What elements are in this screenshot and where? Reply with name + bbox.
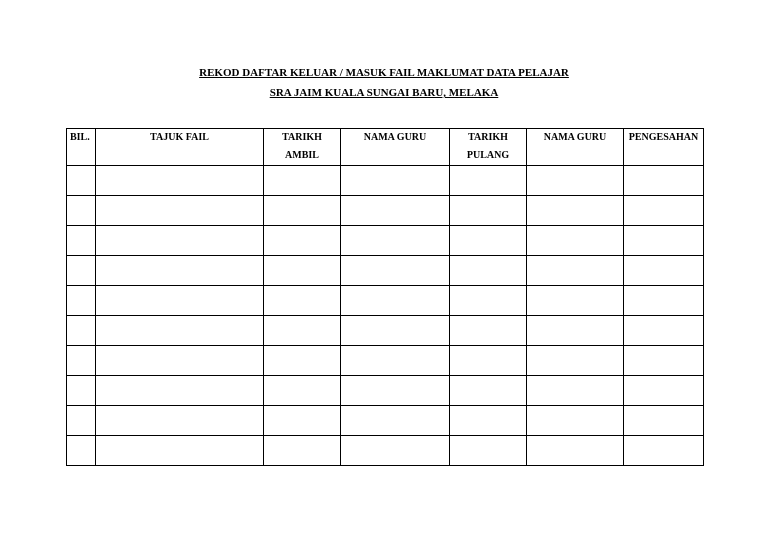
- table-cell: [624, 226, 704, 256]
- header-tajuk-fail: [96, 129, 264, 166]
- table-cell: [341, 436, 450, 466]
- table-cell: [450, 286, 527, 316]
- table-row: [67, 256, 704, 286]
- table-cell: [624, 376, 704, 406]
- table-cell: [96, 256, 264, 286]
- table-row: [67, 406, 704, 436]
- table-cell: [341, 376, 450, 406]
- header-pengesahan: [624, 129, 704, 166]
- table-cell: [527, 406, 624, 436]
- table-cell: [527, 376, 624, 406]
- table-cell: [67, 346, 96, 376]
- header-nama-guru-1: [341, 129, 450, 166]
- table-cell: [527, 226, 624, 256]
- table-cell: [450, 226, 527, 256]
- table-row: [67, 376, 704, 406]
- table-row: [67, 436, 704, 466]
- table-cell: [624, 436, 704, 466]
- table-cell: [96, 316, 264, 346]
- table-cell: [264, 346, 341, 376]
- table-cell: [341, 346, 450, 376]
- table-cell: [527, 166, 624, 196]
- table-cell: [624, 256, 704, 286]
- table-cell: [96, 436, 264, 466]
- table-body: [67, 166, 704, 466]
- table-cell: [624, 286, 704, 316]
- table-cell: [450, 346, 527, 376]
- table-cell: [264, 196, 341, 226]
- header-tarikh-ambil-label-1: TARIKH: [282, 132, 322, 143]
- header-tarikh-pulang-label-1: TARIKH: [468, 132, 508, 143]
- table-cell: [341, 286, 450, 316]
- table-row: [67, 166, 704, 196]
- table-cell: [341, 226, 450, 256]
- header-nama-guru-2: [527, 129, 624, 166]
- table-row: [67, 286, 704, 316]
- table-cell: [264, 436, 341, 466]
- table-header-row: [67, 129, 704, 166]
- table-cell: [624, 406, 704, 436]
- table-cell: [450, 166, 527, 196]
- table-cell: [450, 406, 527, 436]
- table-cell: [96, 376, 264, 406]
- header-tarikh-ambil: [264, 129, 341, 166]
- header-bil-label: BIL.: [70, 132, 90, 143]
- table-cell: [527, 346, 624, 376]
- header-tarikh-pulang-label-2: PULANG: [466, 150, 510, 161]
- table-cell: [624, 346, 704, 376]
- table-cell: [527, 436, 624, 466]
- table-cell: [527, 316, 624, 346]
- table-cell: [264, 406, 341, 436]
- table-cell: [624, 166, 704, 196]
- table-cell: [450, 436, 527, 466]
- table-cell: [67, 196, 96, 226]
- table-cell: [96, 166, 264, 196]
- table-cell: [264, 376, 341, 406]
- table-row: [67, 226, 704, 256]
- table-cell: [341, 316, 450, 346]
- table-cell: [341, 406, 450, 436]
- table-cell: [341, 166, 450, 196]
- table-cell: [96, 226, 264, 256]
- table-cell: [341, 256, 450, 286]
- header-nama-guru-1-label: NAMA GURU: [363, 132, 427, 143]
- table-cell: [527, 256, 624, 286]
- table-cell: [96, 286, 264, 316]
- table-cell: [96, 406, 264, 436]
- record-table: [66, 128, 704, 466]
- table-cell: [96, 346, 264, 376]
- table-cell: [67, 376, 96, 406]
- document-title: REKOD DAFTAR KELUAR / MASUK FAIL MAKLUMAT DATA PELAJAR: [199, 67, 569, 79]
- table-cell: [264, 256, 341, 286]
- table-cell: [264, 316, 341, 346]
- table-cell: [450, 256, 527, 286]
- table-cell: [67, 226, 96, 256]
- header-nama-guru-2-label: NAMA GURU: [543, 132, 607, 143]
- table-cell: [96, 196, 264, 226]
- table-cell: [264, 166, 341, 196]
- table-cell: [527, 196, 624, 226]
- header-tarikh-ambil-label-2: AMBIL: [285, 150, 319, 161]
- table-row: [67, 196, 704, 226]
- table-cell: [67, 436, 96, 466]
- table-cell: [67, 406, 96, 436]
- table-cell: [624, 196, 704, 226]
- table-cell: [527, 286, 624, 316]
- table-cell: [264, 286, 341, 316]
- table-cell: [341, 196, 450, 226]
- header-tarikh-pulang: [450, 129, 527, 166]
- header-pengesahan-label: PENGESAHAN: [628, 132, 699, 143]
- table-cell: [450, 316, 527, 346]
- table-row: [67, 316, 704, 346]
- table-cell: [67, 286, 96, 316]
- table-cell: [450, 196, 527, 226]
- table-cell: [450, 376, 527, 406]
- table-cell: [67, 166, 96, 196]
- table-cell: [264, 226, 341, 256]
- table-cell: [67, 256, 96, 286]
- table-row: [67, 346, 704, 376]
- header-bil: [67, 129, 96, 166]
- table-cell: [624, 316, 704, 346]
- header-tajuk-fail-label: TAJUK FAIL: [150, 132, 209, 143]
- school-name: SRA JAIM KUALA SUNGAI BARU, MELAKA: [269, 87, 499, 99]
- table-cell: [67, 316, 96, 346]
